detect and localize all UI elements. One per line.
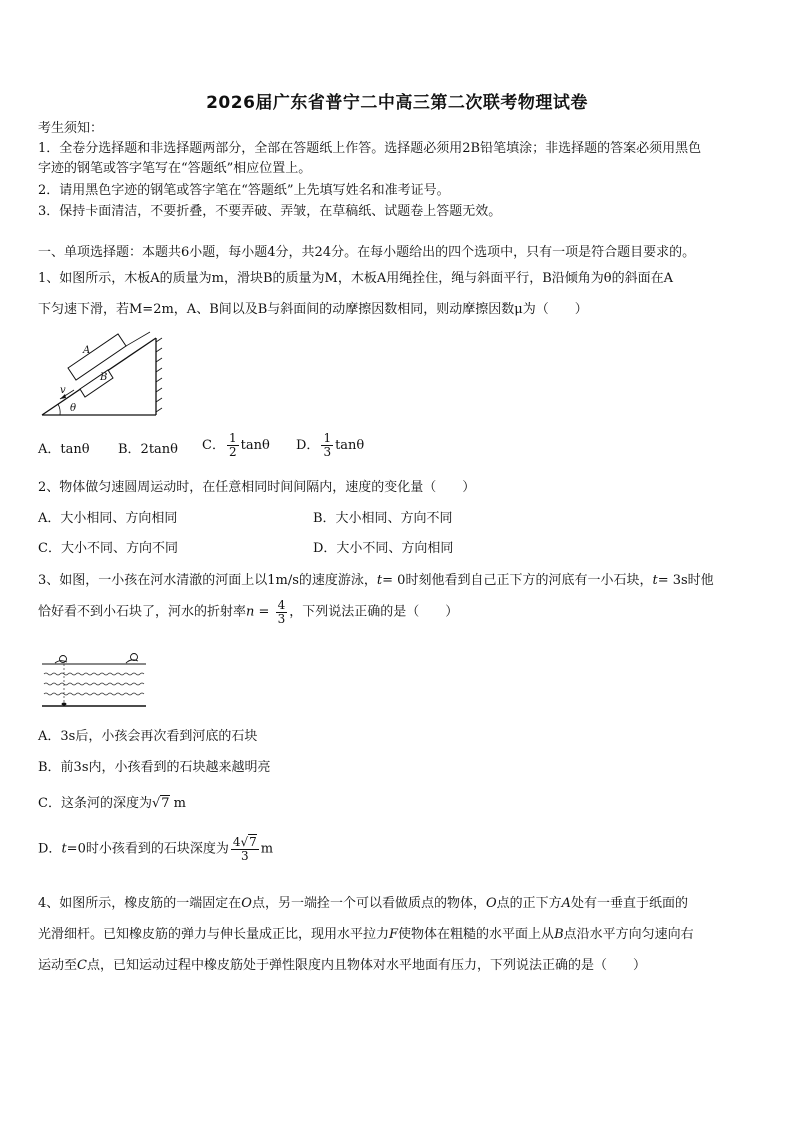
q3-unit: m (260, 841, 274, 857)
q4-var-a: A (561, 896, 572, 911)
q3-stem-line1 (38, 572, 714, 590)
q1-option-c-prefix: C． (202, 438, 225, 453)
notice-item: 2．请用黑色字迹的钢笔或答字笔在“答题纸”上先填写姓名和准考证号。 (38, 183, 450, 198)
notice-heading: 考生须知： (38, 121, 104, 136)
q4-text: 4、如图所示，橡皮筋的一端固定在 (38, 896, 242, 911)
coefficient: 4 (232, 835, 241, 849)
q3-option-c (38, 795, 186, 813)
q3-var-t: t (61, 841, 67, 857)
q4-text: 点，已知运动过程中橡皮筋处于弹性限度内且物体对水平地面有压力，下列说法正确的是（ ） (86, 958, 646, 973)
q4-var-f: F (389, 927, 399, 942)
q3-refractive-index-fraction (276, 599, 288, 626)
q3-option-c-prefix: C．这条河的深度为 (38, 796, 152, 811)
q3-var-t: t (376, 573, 383, 588)
q1-stem-line2: 下匀速下滑，若M=2m，A、B间以及B与斜面间的动摩擦因数相同，则动摩擦因数μ为（ ） (38, 302, 588, 317)
q3-option-b: B．前3s内，小孩看到的石块越来越明亮 (38, 760, 271, 775)
q3-text: = 3s时他 (657, 573, 714, 588)
q1-option-c-suffix: tanθ (240, 438, 270, 453)
q1-option-c (202, 432, 270, 459)
q4-stem-line3 (38, 957, 646, 975)
q1-option-c-fraction (227, 432, 239, 459)
notice-item: 字迹的钢笔或答字笔写在“答题纸”相应位置上。 (38, 161, 312, 176)
q4-var-o: O (241, 896, 252, 911)
notice-item: 3．保持卡面清洁，不要折叠，不要弄破、弄皱，在草稿纸、试题卷上答题无效。 (38, 204, 502, 219)
radicand: 7 (249, 835, 257, 849)
fraction-numerator: 1 (228, 431, 237, 445)
fraction-denominator: 3 (240, 849, 249, 863)
q3-depth-fraction (231, 836, 259, 863)
q1-stem-line1: 1、如图所示，木板A的质量为m，滑块B的质量为M，木板A用绳拴住，绳与斜面平行，B沿倾角为θ的斜面在A (38, 271, 674, 286)
q3-unit: m (169, 796, 186, 811)
q1-option-d-suffix: tanθ (335, 438, 365, 453)
fraction-numerator: 1 (323, 431, 332, 445)
q3-stem-line2 (38, 599, 458, 626)
fraction-denominator: 3 (323, 445, 332, 459)
q4-var-o: O (485, 896, 497, 911)
q4-text: 点，另一端拴一个可以看做质点的物体， (251, 896, 486, 911)
q1-option-b: B．2tanθ (118, 442, 178, 457)
page-title: 2026届广东省普宁二中高三第二次联考物理试卷 (206, 93, 588, 113)
radicand: 7 (161, 796, 170, 811)
q3-var-n: n (246, 604, 255, 620)
q1-figure-label-v: v (60, 385, 66, 396)
q1-figure-label-b: B (100, 372, 108, 383)
q3-sqrt: √7 (151, 796, 170, 811)
q1-figure-label-a: A (83, 345, 91, 356)
q2-stem: 2、物体做匀速圆周运动时，在任意相同时间间隔内，速度的变化量（ ） (38, 480, 476, 495)
q4-var-c: C (77, 958, 87, 973)
q4-stem-line2 (38, 926, 694, 944)
q1-option-a: A．tanθ (38, 442, 90, 457)
q4-text: 使物体在粗糙的水平面上从 (398, 927, 555, 942)
fraction-numerator: 4 (277, 598, 286, 612)
q4-var-b: B (554, 927, 564, 942)
q2-option-b: B．大小相同、方向不同 (313, 511, 453, 526)
q3-river-figure (38, 650, 150, 712)
notice-item: 1．全卷分选择题和非选择题两部分，全部在答题纸上作答。选择题必须用2B铅笔填涂；非选择题的答案必须用黑色 (38, 141, 702, 156)
q1-option-d-prefix: D． (296, 438, 320, 453)
q3-text: = 0时刻他看到自己正下方的河底有一小石块， (382, 573, 653, 588)
q3-option-d-prefix: D． (38, 841, 62, 857)
q3-sqrt: √7 (240, 835, 257, 849)
q3-text: 3、如图，一小孩在河水清澈的河面上以1m/s的速度游泳， (38, 573, 377, 588)
q4-text: 处有一垂直于纸面的 (571, 896, 689, 911)
q3-text: = (254, 604, 274, 620)
section-heading: 一、单项选择题：本题共6小题，每小题4分，共24分。在每小题给出的四个选项中，只有一项是符合题目要求的。 (38, 245, 696, 260)
q1-option-d-fraction (321, 432, 333, 459)
q3-text: =0时小孩看到的石块深度为 (66, 841, 229, 857)
q3-text: ，下列说法正确的是（ ） (289, 604, 459, 620)
fraction-denominator: 2 (228, 445, 237, 459)
q1-option-d (296, 432, 364, 459)
q4-stem-line1 (38, 895, 688, 913)
q4-text: 运动至 (38, 958, 78, 973)
q2-option-a: A．大小相同、方向相同 (38, 511, 178, 526)
fraction-numerator (231, 836, 259, 850)
q3-option-a: A．3s后，小孩会再次看到河底的石块 (38, 729, 258, 744)
q2-option-d: D．大小不同、方向相同 (313, 541, 454, 556)
q3-text: 恰好看不到小石块了，河水的折射率 (38, 604, 247, 620)
q2-option-c: C．大小不同、方向不同 (38, 541, 178, 556)
q4-text: 点沿水平方向匀速向右 (563, 927, 694, 942)
fraction-denominator: 3 (277, 612, 286, 626)
q1-figure-label-theta: θ (70, 403, 77, 414)
q4-text: 点的正下方 (496, 896, 562, 911)
q3-option-d (38, 836, 273, 863)
q3-var-t: t (652, 573, 658, 588)
q4-text: 光滑细杆。已知橡皮筋的弹力与伸长量成正比，现用水平拉力 (38, 927, 390, 942)
